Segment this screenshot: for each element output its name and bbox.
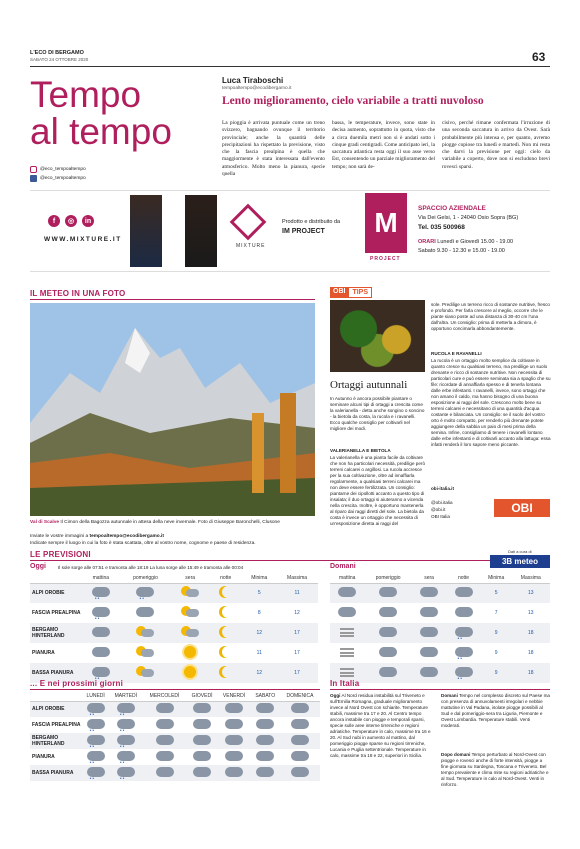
facebook-icon <box>30 175 37 182</box>
cloud-icon <box>455 587 473 597</box>
obi-social-1[interactable]: @obi.italia <box>431 500 453 505</box>
photo-invite: Inviate le vostre immagini a tempoaltempo@ecodibergamo.it <box>30 534 164 539</box>
italy-today: Oggi Al Nord residua instabilità sul Triveneto e sull'Emilia Romagna, graduale miglioramento invece al Nord Ovest con schiarite. Temperature stabili, massime tra 17 e 20. Al Centro tempo ancora instabile con piogge e temporali sparsi, specie sulle aree interne tirreniche e regioni adriatiche. Temperature in calo, massime tra 16 e 20. Al Sud nubi in aumento al mattino, dal pomeriggio piogge sparse su regioni tirreniche, Lucania e Puglia settentrionale. Temperature in calo, massime tra 18 e 22, superiori in Sicilia. <box>330 693 431 758</box>
obi-text-4: La rucola è un ortaggio molto semplice da coltivare in quanto cresce su qualsiasi terreno, ma predilige un suolo drenante e ricco di sostanze nutritive. Non necessita di particolari cure e può essere seminata sia a spaglio che su file: ricordate di annaffiarla spesso e di tenerla lontana dalle erbe infestanti. I ravanelli, invece, sono ortaggi che non amano il caldo, ma hanno bisogno di una buona esposizione ai raggi del sole. Crescono molto bene su terreni calcarei e necessitano di una quantità d'acqua costante e bilanciata. Un consiglio: se il suolo del vostro orto è molto compatto, per renderlo più drenante potete aggiungere della sabbia un paio di mesi prima della semina. Infine, consigliamo di tenere i ravanelli lontano dalle erbe infestanti e di coltivarli accanto alla lattuga: essa infatti renderà il loro sapore meno piccante. <box>431 358 551 447</box>
cloud-icon <box>379 607 397 617</box>
ad-hours: ORARI Lunedì e Giovedì 15.00 - 19.00 <box>418 239 514 245</box>
3bmeteo-logo: 3B meteo <box>490 555 550 568</box>
cloud-icon <box>193 735 211 745</box>
rain-icon <box>455 667 473 677</box>
today-forecast-table: mattina pomeriggio sera notte Minima Massima ALPI OROBIE •• •• 5 11 FASCIA PREALPINA •• 8 12 BERGAMO HINTERLAND 12 17 PIANURA 11 17 BASSA PIANURA •• 12 17 <box>30 574 318 683</box>
table-row: ALPI OROBIE •• •• 5 11 <box>30 583 318 603</box>
rain-icon <box>92 667 110 677</box>
ad-phone: Tel. 035 500968 <box>418 224 465 231</box>
article-col-2: bassa, le temperature, invece, sono state in decisa aumento, soprattutto in quota, visto che a circa duemila metri non si è andati sotto i cinque gradi centigradi. Come anticipato ieri, la saccatura atlantica resta oggi il suo asse verso Est, consentendo un parziale miglioramento del tempo; non sarà de- <box>332 120 435 170</box>
cloud-icon <box>193 719 211 729</box>
cloud-icon <box>420 607 438 617</box>
partly-cloudy-icon <box>136 646 154 658</box>
table-row: •• 9 18 <box>330 623 550 643</box>
cloud-icon <box>291 703 309 713</box>
obi-tips-label: OBI TIPS <box>330 287 372 298</box>
author-name: Luca Tiraboschi <box>222 76 284 85</box>
moon-icon <box>222 626 234 638</box>
article-col-3: cisivo, perché rimane confermata l'irruzione di una seconda saccatura in arrivo da Ovest. Sarà probabilmente più intensa e, per quanto, avremo piogge copiose tra lunedì e martedì. Non mi resta che darvi la previsione per oggi: cielo da variabile a coperto, dove non si escludono brevi rovesci sparsi. <box>442 120 550 170</box>
instagram-icon: ◎ <box>65 215 77 227</box>
ad-model-woman <box>185 195 217 267</box>
cloud-icon <box>420 647 438 657</box>
cloud-icon <box>225 751 243 761</box>
cloud-icon <box>156 703 174 713</box>
rain-icon <box>117 751 135 761</box>
ad-produced: Prodotto e distribuito da <box>282 219 341 225</box>
italy-after-tomorrow: Dopo domani Tempo perturbato al Nord-Ovest con piogge e rovesci anche di forte intensità, piogge a fine giornata su Sardegna, Toscana e Triveneto. Bel tempo prevalente e clima mite su regioni adriatiche e al Sud. Temperature in calo al Nord-Ovest. Venti in rinforzo. <box>441 752 549 787</box>
obi-intro: In Autunno è ancora possibile piantare o seminare alcuni tipi di ortaggi a crescita come la valerianella - detta anche songino o soncino - la bietola da costa, la rucola e i ravanelli. Ecco qualche consiglio per coltivarli nel migliore dei modi. <box>330 396 425 431</box>
rain-icon <box>87 703 105 713</box>
facebook-icon: f <box>48 215 60 227</box>
obi-social-2[interactable]: @obi.it <box>431 507 446 512</box>
cloud-icon <box>420 667 438 677</box>
obi-link[interactable]: obi-italia.it <box>431 486 454 491</box>
partly-cloudy-icon <box>136 666 154 678</box>
im-project-brand: PROJECT <box>370 256 401 262</box>
sun-icon <box>184 666 196 678</box>
cloud-icon <box>420 587 438 597</box>
ad-social-icons <box>48 215 94 227</box>
cloud-icon <box>291 735 309 745</box>
rain-icon <box>92 607 110 617</box>
obi-text-2: La valerianella è una pianta facile da coltivare che non ha particolari necessità, predilige però terreni calcarei o argillosi. La rucola accresce per la sua coltivazione, oltre ad innaffiarla regolarmente, a qualsiasi terreni calcarei ma non deve essere fertilizzata. Un consiglio: piantarne dei cipollotti accanto a questo tipo di insalata; il duo ortaggi si aiuteranno a vicenda nella crescita. Inoltre, è opportuno mantenerla al riparo dai raggi diretti del sole. La bietola da costa è invece un ortaggio che necessita di un'esposizione diretta ai raggi del <box>330 455 425 526</box>
obi-heading-2: RUCOLA E RAVANELLI <box>431 351 482 356</box>
partly-cloudy-icon <box>181 586 199 598</box>
cloud-icon <box>136 607 154 617</box>
instagram-icon <box>30 166 37 173</box>
table-row: BASSA PIANURA •• •• <box>30 765 320 781</box>
rain-icon <box>117 719 135 729</box>
title-line-2: al tempo <box>30 111 172 152</box>
table-row: BERGAMO HINTERLAND •• •• <box>30 733 320 749</box>
cloud-icon <box>225 703 243 713</box>
rain-icon <box>87 719 105 729</box>
author-email: tempoaltempo@ecodibergamo.it <box>222 86 292 91</box>
section-title <box>30 76 172 150</box>
cloud-icon <box>193 767 211 777</box>
photo-section-title: IL METEO IN UNA FOTO <box>30 289 126 298</box>
instagram-handle[interactable]: @eco_tempoaltempo <box>30 166 86 173</box>
vegetables-photo <box>330 300 425 372</box>
sun-moon-times: Il sole sorge alle 07:51 e tramonta alle 18:19 La luna sorge alle 15:49 e tramonta alle 00:04 <box>58 565 244 570</box>
cloud-icon <box>291 719 309 729</box>
partly-cloudy-icon <box>181 606 199 618</box>
table-row: BASSA PIANURA •• 12 17 <box>30 663 318 683</box>
mixture-logo-text: MIXTURE <box>236 243 266 249</box>
today-label: Oggi <box>30 563 46 570</box>
forecast-section-title: LE PREVISIONI <box>30 550 91 559</box>
advertisement[interactable] <box>30 190 550 272</box>
fog-icon <box>340 668 354 677</box>
week-forecast-table: LUNEDÌ MARTEDÌ MERCOLEDÌ GIOVEDÌ VENERDÌ SABATO DOMENICA ALPI OROBIE •• •• FASCIA PREALPINA •• •• BERGAMO HINTERLAND •• •• PIANURA •• •• BASSA PIANURA •• •• <box>30 692 320 781</box>
table-row: FASCIA PREALPINA •• 8 12 <box>30 603 318 623</box>
photo-caption: Val di Scalve Il Cimon della Bagozza autunnale in attesa della neve invernale. Foto di Giuseppe Baronchelli, Clusone <box>30 520 280 525</box>
cloud-icon <box>225 719 243 729</box>
photo-invite-note: Indicate sempre il luogo in cui la foto è stata scattata, oltre al vostro nome, cognome e paese di residenza. <box>30 541 256 546</box>
cloud-icon <box>379 647 397 657</box>
forecast-rule <box>30 560 550 561</box>
article-col-1: La pioggia è arrivata puntuale come un treno svizzero, bagnando ovunque il territorio provinciale; anche la quantità delle precipitazioni ha rispettato la previsione, visto che la fascia prealpina è quella che maggiormente è stata interessata dall'evento atmosferico. Molto meno la pianura, specie quella <box>222 120 325 178</box>
rain-icon <box>87 767 105 777</box>
cloud-icon <box>156 751 174 761</box>
rain-icon <box>87 751 105 761</box>
cloud-icon <box>256 719 274 729</box>
obi-text-3: sole. Predilige un terreno ricco di sostanze nutritive, fresco e profondo. Per farla crescere al meglio, occorre che le piante siano poste ad una distanza di 30-40 cm l'una dall'altra. Un consiglio: prima di metterla a dimora, è opportuno concimarla abbondantemente. <box>431 302 550 331</box>
cloud-icon <box>225 735 243 745</box>
rain-icon <box>117 703 135 713</box>
cloud-icon <box>156 719 174 729</box>
ad-shop-title: SPACCIO AZIENDALE <box>418 205 486 212</box>
linkedin-icon: in <box>82 215 94 227</box>
table-row: FASCIA PREALPINA •• •• <box>30 717 320 733</box>
rain-icon <box>455 647 473 657</box>
issue-date: SABATO 24 OTTOBRE 2020 <box>30 57 89 62</box>
cloud-icon <box>256 767 274 777</box>
moon-icon <box>222 586 234 598</box>
week-section-title: ... E nei prossimi giorni <box>30 679 124 688</box>
table-row: PIANURA 11 17 <box>30 643 318 663</box>
fog-icon <box>340 648 354 657</box>
rain-icon <box>92 587 110 597</box>
cloud-icon <box>338 607 356 617</box>
table-row: ALPI OROBIE •• •• <box>30 701 320 717</box>
obi-social-3[interactable]: OBI Italia <box>431 514 450 519</box>
rain-icon <box>87 735 105 745</box>
cloud-icon <box>379 587 397 597</box>
partly-cloudy-icon <box>136 626 154 638</box>
cloud-icon <box>193 703 211 713</box>
table-row: •• 9 18 <box>330 643 550 663</box>
tomorrow-forecast-table: mattina pomeriggio sera notte Minima Massima 5 13 7 13 •• 9 18 •• 9 18 •• 9 18 <box>330 574 550 683</box>
cloud-icon <box>92 627 110 637</box>
rain-icon <box>117 735 135 745</box>
sun-icon <box>184 646 196 658</box>
cloud-icon <box>256 703 274 713</box>
page-number: 63 <box>532 50 546 64</box>
rain-icon <box>117 767 135 777</box>
fog-icon <box>340 628 354 637</box>
headline: Lento miglioramento, cielo variabile a tratti nuvoloso <box>222 95 484 107</box>
moon-icon <box>222 666 234 678</box>
sponsor-prefix: Dati a cura di <box>508 549 532 554</box>
cloud-icon <box>338 587 356 597</box>
italy-tomorrow: Domani Tempo nel complesso discreto sul Paese ma con presenza di annuvolamenti irregolari e nebbie mattutine in Val Padana, isolate piogge possibili al Sud e dal pomeriggio-sera tra Liguria, Piemonte e Ovest Lombardia. Temperature stabili. Venti moderati. <box>441 693 550 728</box>
cloud-icon <box>379 667 397 677</box>
title-line-1: Tempo <box>30 74 142 115</box>
italy-section-title: In Italia <box>330 679 360 688</box>
rain-icon <box>455 627 473 637</box>
obi-logo: OBI <box>494 499 550 517</box>
table-row: BERGAMO HINTERLAND 12 17 <box>30 623 318 643</box>
italy-rule <box>330 689 550 690</box>
cloud-icon <box>291 767 309 777</box>
table-row: 5 13 <box>330 583 550 603</box>
ad-address: Via Dei Gelsi, 1 - 24040 Osio Sopra (BG) <box>418 215 519 221</box>
cloud-icon <box>225 767 243 777</box>
im-project-logo: M <box>365 193 407 253</box>
moon-icon <box>222 646 234 658</box>
photo-rule <box>30 299 315 300</box>
cloud-icon <box>379 627 397 637</box>
cloud-icon <box>291 751 309 761</box>
ad-website: WWW.MIXTURE.IT <box>44 236 122 243</box>
facebook-handle[interactable]: @eco_tempoaltempo <box>30 175 86 182</box>
header-rule <box>30 66 550 67</box>
partly-cloudy-icon <box>181 626 199 638</box>
cloud-icon <box>256 735 274 745</box>
paper-name: L'ECO DI BERGAMO <box>30 50 84 56</box>
cloud-icon <box>92 647 110 657</box>
ad-hours-2: Sabato 9.30 - 12.30 e 15.00 - 19.00 <box>418 248 505 254</box>
table-row: 7 13 <box>330 603 550 623</box>
cloud-icon <box>193 751 211 761</box>
table-row: PIANURA •• •• <box>30 749 320 765</box>
table-row: •• 9 18 <box>330 663 550 683</box>
obi-heading-1: VALERIANELLA E BIETOLA <box>330 448 391 453</box>
moon-icon <box>222 606 234 618</box>
ad-model-man <box>130 195 162 267</box>
week-rule <box>30 689 320 690</box>
ad-producer: IM PROJECT <box>282 228 325 235</box>
obi-article-title: Ortaggi autunnali <box>330 379 408 391</box>
cloud-icon <box>420 627 438 637</box>
tomorrow-label: Domani <box>330 563 356 570</box>
rain-icon <box>136 587 154 597</box>
cloud-icon <box>156 767 174 777</box>
cloud-icon <box>156 735 174 745</box>
cloud-icon <box>455 607 473 617</box>
mixture-logo-icon <box>230 204 267 241</box>
landscape-photo[interactable] <box>30 303 315 516</box>
cloud-icon <box>256 751 274 761</box>
